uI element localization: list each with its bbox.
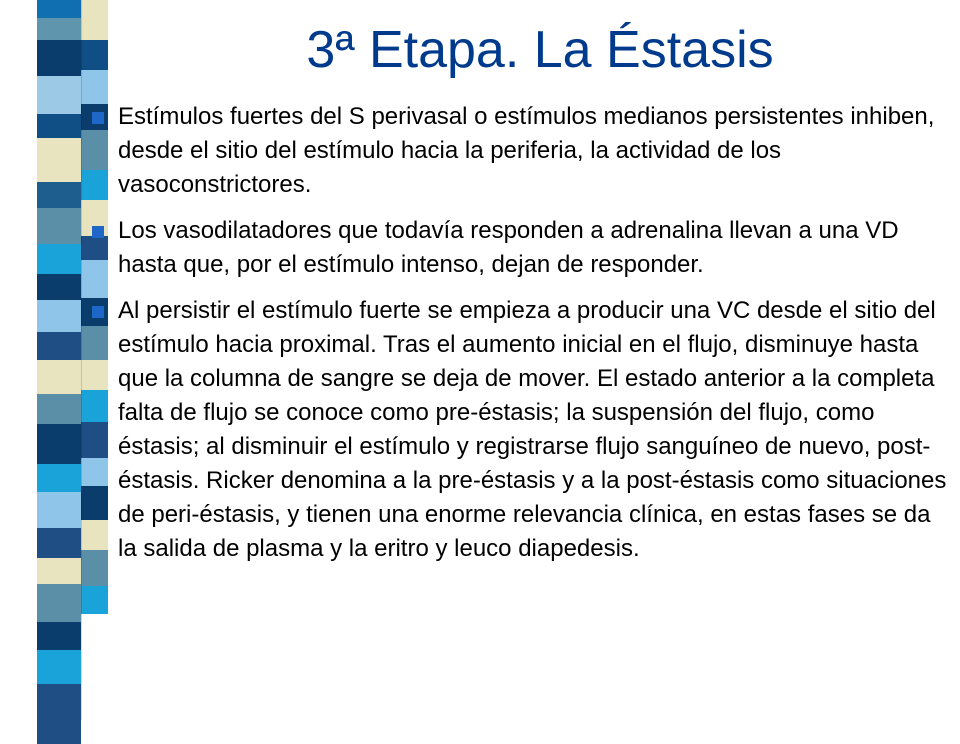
bullet-text: Al persistir el estímulo fuerte se empieza a producir una VC desde el sitio del estímulo hacia proximal. Tras el aumento inicial en el flujo, disminuye hasta que la columna de sangre se deja de mover. El estado anterior a la completa falta de flujo se conoce como pre-éstasis; la suspensión del flujo, como éstasis; al disminuir el estímulo y registrarse flujo sanguíneo de nuevo, post-éstasis. Ricker denomina a la pre-éstasis y a la post-éstasis como situaciones de peri-éstasis, y tienen una enorme relevancia clínica, en estas fases se da la salida de plasma y la eritro y leuco diapedesis. xyxy=(118,297,947,562)
stripe-segment xyxy=(37,394,81,424)
stripe-segment xyxy=(81,586,108,614)
stripe-segment xyxy=(37,492,81,528)
stripe-segment xyxy=(37,424,81,464)
bullet-list xyxy=(86,100,952,578)
bullet-item xyxy=(86,214,952,282)
stripe-divider xyxy=(81,0,82,720)
square-bullet-icon xyxy=(92,306,104,318)
stripe-segment xyxy=(37,360,81,394)
stripe-segment xyxy=(37,584,81,622)
stripe-segment xyxy=(37,138,81,182)
stripe-segment xyxy=(37,300,81,332)
stripe-segment xyxy=(81,40,108,70)
stripe-segment xyxy=(37,650,81,684)
slide-title: 3ª Etapa. La Éstasis xyxy=(306,21,774,79)
stripe-segment xyxy=(37,182,81,208)
stripe-column-left xyxy=(37,0,81,720)
stripe-segment xyxy=(37,528,81,558)
square-bullet-icon xyxy=(92,112,104,124)
stripe-segment xyxy=(37,558,81,584)
stripe-segment xyxy=(81,70,108,104)
stripe-segment xyxy=(37,464,81,492)
stripe-segment xyxy=(81,614,108,680)
square-bullet-icon xyxy=(92,226,104,238)
bullet-text: Los vasodilatadores que todavía responden a adrenalina llevan a una VD hasta que, por el estímulo intenso, dejan de responder. xyxy=(118,217,899,278)
stripe-segment xyxy=(37,274,81,300)
stripe-segment xyxy=(37,76,81,114)
stripe-segment xyxy=(37,208,81,244)
bullet-item xyxy=(86,294,952,566)
stripe-segment xyxy=(81,0,108,40)
stripe-segment xyxy=(37,622,81,650)
bullet-text: Estímulos fuertes del S perivasal o estímulos medianos persistentes inhiben, desde el sitio del estímulo hacia la periferia, la actividad de los vasoconstrictores. xyxy=(118,103,935,198)
stripe-segment xyxy=(37,0,81,18)
stripe-segment xyxy=(37,114,81,138)
stripe-segment xyxy=(37,244,81,274)
stripe-segment xyxy=(37,18,81,40)
bullet-item xyxy=(86,100,952,202)
stripe-segment xyxy=(37,332,81,360)
stripe-segment xyxy=(37,684,81,744)
stripe-segment xyxy=(37,40,81,76)
